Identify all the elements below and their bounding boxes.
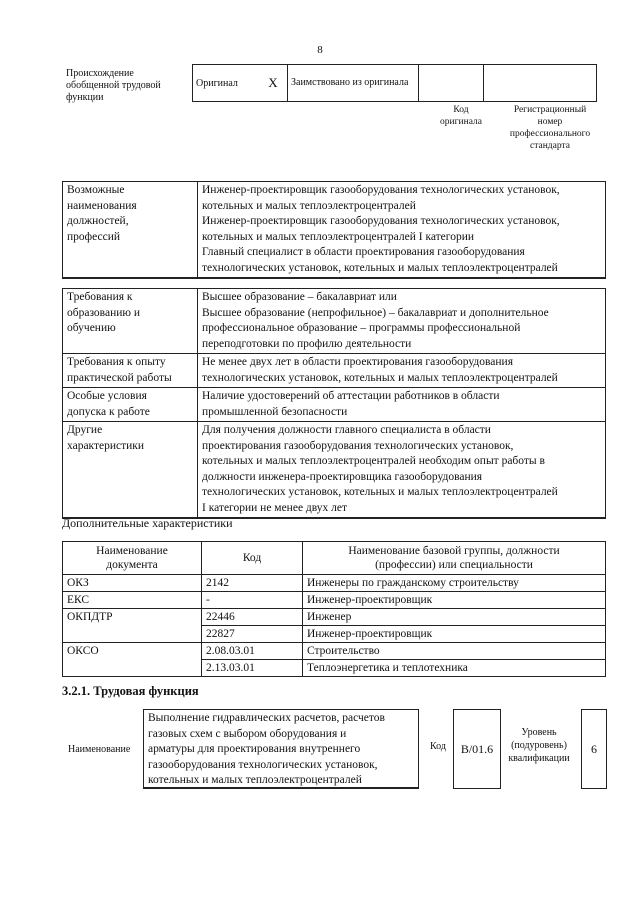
positions-value-line: котельных и малых теплоэлектроцентралей [202, 199, 416, 212]
origin-table [192, 64, 597, 102]
row-code: 2.13.03.01 [202, 660, 303, 677]
requirement-label-line: допуска к работе [67, 405, 150, 418]
original-code-cell [419, 65, 484, 102]
header-group-line: Наименование базовой группы, должности [348, 545, 560, 557]
requirement-value-line: Наличие удостоверений об аттестации работников в области [202, 390, 500, 402]
positions-value-line: Главный специалист в области проектирования газооборудования [202, 246, 525, 258]
row-code: 2142 [202, 575, 303, 592]
requirement-value [198, 354, 606, 388]
requirement-value-line: проектирования газооборудования технологических установок, [202, 439, 514, 452]
requirements-table [62, 288, 606, 519]
table-row [63, 660, 606, 677]
positions-label [63, 182, 198, 279]
positions-value [198, 182, 606, 279]
function-name-label: Наименование [68, 744, 131, 755]
requirement-label-line: обучению [67, 322, 116, 334]
requirement-label-line: характеристики [67, 439, 145, 452]
positions-value-line: технологических установок, котельных и малых теплоэлектроцентралей [202, 261, 558, 274]
requirement-value [198, 388, 606, 422]
requirement-value [198, 289, 606, 354]
positions-row [63, 182, 606, 279]
origin-label-line: Происхождение [66, 68, 134, 79]
row-name: Инженер [303, 609, 606, 626]
row-name: Инженер-проектировщик [303, 626, 606, 643]
function-name-line: арматуры для проектирования внутреннего [148, 743, 361, 755]
requirements-row-other [63, 422, 606, 519]
function-code-label: Код [430, 741, 446, 752]
row-name: Инженеры по гражданскому строительству [303, 575, 606, 592]
positions-label-line: Возможные [67, 184, 125, 196]
origin-label-line: обобщенной трудовой [66, 80, 161, 91]
code-caption-line: оригинала [440, 117, 482, 127]
section-title: 3.2.1. Трудовая функция [62, 684, 199, 698]
origin-label [66, 68, 186, 104]
requirement-value-line: промышленной безопасности [202, 405, 348, 418]
requirement-value-line: Высшее образование – бакалавриат или [202, 291, 397, 303]
row-code: 2.08.03.01 [202, 643, 303, 660]
registration-number-cell [484, 65, 597, 102]
function-level-value: 6 [581, 709, 607, 789]
row-doc: ЕКС [63, 592, 202, 609]
borrowed-label: Заимствовано из оригинала [288, 65, 419, 102]
row-doc: ОКЗ [63, 575, 202, 592]
requirement-label [63, 354, 198, 388]
header-code: Код [202, 542, 303, 575]
page-number: 8 [317, 44, 323, 56]
code-caption-line: Код [453, 105, 469, 115]
requirement-value-line: профессиональное образование – программы профессиональной [202, 322, 521, 334]
origin-label-line: функции [66, 92, 104, 103]
requirement-value-line: Не менее двух лет в области проектирования газооборудования [202, 356, 514, 368]
additional-title: Дополнительные характеристики [62, 516, 233, 530]
requirement-label-line: Требования к опыту [67, 356, 166, 368]
requirement-value-line: Для получения должности главного специалиста в области [202, 424, 491, 436]
row-code: 22827 [202, 626, 303, 643]
registration-caption [498, 104, 602, 152]
requirement-value-line: переподготовки по профилю деятельности [202, 337, 412, 350]
requirement-value-line: Высшее образование (непрофильное) – бакалавриат и дополнительное [202, 306, 549, 319]
table-row [63, 575, 606, 592]
function-name-line: котельных и малых теплоэлектроцентралей [148, 774, 362, 786]
requirement-label [63, 422, 198, 519]
requirement-label [63, 289, 198, 354]
table-row [63, 626, 606, 643]
row-doc: ОКСО [63, 643, 202, 660]
row-name: Строительство [303, 643, 606, 660]
requirement-value-line: I категории не менее двух лет [202, 501, 348, 514]
table-row [63, 643, 606, 660]
level-label-line: (подуровень) [511, 740, 567, 751]
function-code-value: B/01.6 [453, 709, 501, 789]
positions-label-line: наименования [67, 199, 137, 212]
table-row [63, 609, 606, 626]
reg-caption-line: профессионального [509, 129, 591, 139]
requirement-value-line: котельных и малых теплоэлектроцентралей необходим опыт работы в [202, 455, 545, 467]
function-name-line: газовых схем с выбором оборудования и [148, 727, 347, 740]
additional-header [63, 542, 606, 575]
positions-value-line: Инженер-проектировщик газооборудования технологических установок, [202, 184, 560, 196]
level-label-line: квалификации [508, 753, 570, 764]
requirement-value-line: технологических установок, котельных и малых теплоэлектроцентралей [202, 486, 558, 498]
requirement-label-line: практической работы [67, 371, 172, 384]
requirement-label [63, 388, 198, 422]
row-name: Инженер-проектировщик [303, 592, 606, 609]
row-doc [63, 660, 202, 677]
requirement-label-line: Другие [67, 424, 103, 436]
table-row [63, 592, 606, 609]
requirements-row-education [63, 289, 606, 354]
header-doc-line: Наименование [96, 545, 168, 557]
header-group [303, 542, 606, 575]
function-name-line: газооборудования технологических установок, [148, 758, 378, 771]
row-name: Теплоэнергетика и теплотехника [303, 660, 606, 677]
requirement-label-line: образованию и [67, 306, 140, 319]
reg-caption-line: Регистрационный [513, 105, 587, 115]
requirement-label-line: Требования к [67, 291, 133, 303]
requirements-row-conditions [63, 388, 606, 422]
level-label-line: Уровень [521, 727, 557, 738]
positions-value-line: котельных и малых теплоэлектроцентралей I категории [202, 230, 475, 243]
function-name-line: Выполнение гидравлических расчетов, расчетов [148, 712, 385, 724]
requirement-value-line: должности инженера-проектировщика газооборудования [202, 470, 483, 483]
row-code: - [202, 592, 303, 609]
requirements-row-experience [63, 354, 606, 388]
positions-label-line: должностей, [67, 215, 129, 227]
header-doc-line: документа [106, 559, 158, 571]
function-level-label [506, 726, 572, 765]
requirement-value-line: технологических установок, котельных и малых теплоэлектроцентралей [202, 371, 558, 384]
row-code: 22446 [202, 609, 303, 626]
original-label: Оригинал [193, 65, 260, 102]
reg-caption-line: номер [537, 117, 563, 127]
row-doc: ОКПДТР [63, 609, 202, 626]
requirement-value [198, 422, 606, 519]
reg-caption-line: стандарта [530, 141, 570, 151]
code-caption [430, 104, 492, 128]
header-document [63, 542, 202, 575]
additional-table [62, 541, 606, 677]
original-mark: X [259, 65, 288, 102]
positions-value-line: Инженер-проектировщик газооборудования технологических установок, [202, 215, 560, 227]
header-group-line: (профессии) или специальности [375, 559, 533, 571]
row-doc [63, 626, 202, 643]
requirement-label-line: Особые условия [67, 390, 147, 402]
positions-label-line: профессий [67, 230, 121, 243]
positions-table [62, 181, 606, 279]
function-name-box [143, 709, 419, 789]
